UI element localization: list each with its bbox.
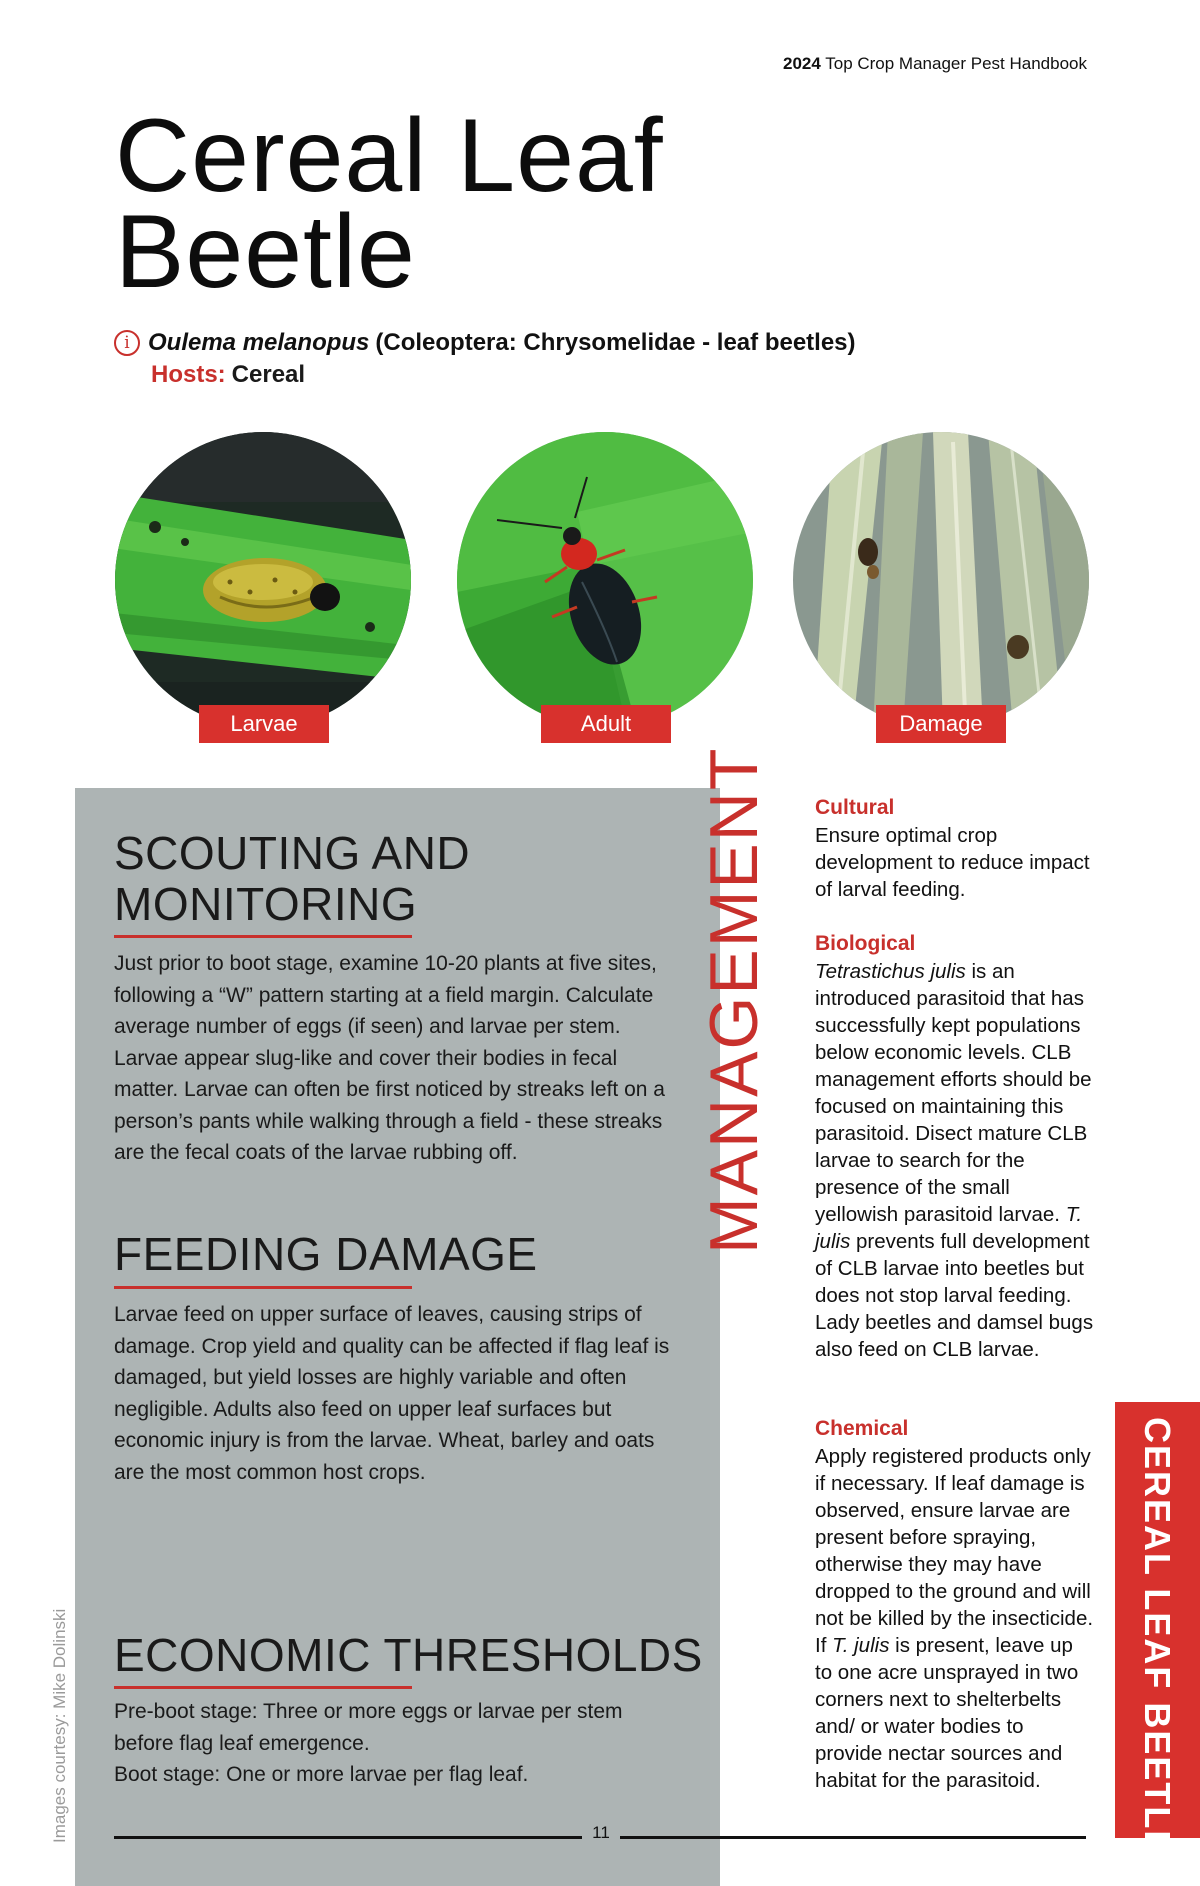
footer-rule-right [620, 1836, 1086, 1839]
page-title [115, 98, 664, 310]
page-title-line2: Beetle [115, 194, 416, 310]
handbook-header [783, 54, 1087, 74]
biological-title: Biological [815, 932, 916, 955]
side-tab [1115, 1402, 1200, 1857]
page-title-line1: Cereal Leaf [115, 98, 664, 214]
hosts-line [151, 361, 305, 389]
biological-species: Tetrastichus julis [815, 960, 966, 983]
adult-beetle-photo [457, 432, 753, 728]
feeding-text: Larvae feed on upper surface of leaves, causing strips of damage. Crop yield and quality can be affected if flag leaf is damaged, but yield losses are highly variable and often negligible. Adults also feed on upper leaf surfaces but economic injury is from the larvae. Wheat, barley and oats are the most common host crops. [114, 1303, 670, 1484]
photo-label-larvae: Larvae [199, 705, 329, 743]
handbook-title: Top Crop Manager Pest Handbook [825, 54, 1087, 73]
biological-text-part2: prevents full development of CLB larvae into beetles but does not stop larval feeding. Lady beetles and damsel bugs also feed on CLB larvae. [815, 1230, 1094, 1361]
thresholds-line1: Pre-boot stage: Three or more eggs or larvae per stem before flag leaf emergence. [114, 1700, 623, 1755]
info-icon: i [114, 330, 140, 356]
chemical-species-short: T. julis [832, 1634, 890, 1657]
biological-text-part1: is an introduced parasitoid that has successfully kept populations below economic levels. CLB management efforts should be focused on maintaining this parasitoid. Disect mature CLB larvae to search for the presence of the small yellowish parasitoid larvae. [815, 960, 1092, 1226]
chemical-text-part1: Apply registered products only if necessary. If leaf damage is observed, ensure larvae are present before spraying, otherwise they may have dropped to the ground and will not be killed by the insecticide. If [815, 1445, 1094, 1657]
chemical-text [815, 1443, 1095, 1794]
management-label: MANAGEMENT [696, 746, 772, 1254]
species-line [114, 329, 856, 357]
hosts-label: Hosts: [151, 361, 226, 388]
chemical-title: Chemical [815, 1417, 909, 1440]
species-classification: (Coleoptera: Chrysomelidae - leaf beetles) [375, 329, 856, 356]
scouting-heading [114, 828, 470, 930]
photo-label-adult: Adult [541, 705, 671, 743]
thresholds-rule [114, 1686, 412, 1689]
scouting-rule [114, 935, 412, 938]
leaf-damage-photo [793, 432, 1089, 728]
handbook-year: 2024 [782, 54, 821, 73]
image-credit: Images courtesy: Mike Dolinski [50, 1608, 69, 1843]
page-number: 11 [592, 1823, 610, 1842]
hosts-value: Cereal [231, 361, 306, 388]
larva-photo [115, 432, 411, 728]
thresholds-line2: Boot stage: One or more larvae per flag leaf. [114, 1763, 529, 1786]
thresholds-heading: ECONOMIC THRESHOLDS [114, 1629, 703, 1681]
species-scientific-name: Oulema melanopus [148, 329, 370, 356]
photo-label-damage: Damage [876, 705, 1006, 743]
biological-species-short: T. julis [815, 1203, 1083, 1253]
biological-text [815, 958, 1095, 1363]
chemical-text-part2: is present, leave up to one acre unsprayed in two corners next to shelterbelts and/ or water bodies to provide nectar sources and habitat for the parasitoid. [815, 1634, 1079, 1792]
footer-rule-left [114, 1836, 582, 1839]
feeding-heading: FEEDING DAMAGE [114, 1228, 538, 1280]
scouting-text: Just prior to boot stage, examine 10-20 plants at five sites, following a “W” pattern starting at a field margin. Calculate average number of eggs (if seen) and larvae per stem. Larvae appear slug-like and cover their bodies in fecal matter. Larvae can often be first noticed by streaks left on a person’s pants while walking through a field - these streaks are the fecal coats of the larvae rubbing off. [114, 952, 665, 1164]
scouting-heading-line1: SCOUTING AND [114, 827, 471, 879]
cultural-title: Cultural [815, 796, 895, 819]
thresholds-text [114, 1696, 684, 1791]
scouting-heading-line2: MONITORING [114, 878, 418, 930]
side-tab-label: CEREAL LEAF BEETLE [1137, 1417, 1178, 1857]
cultural-text: Ensure optimal crop development to reduce impact of larval feeding. [815, 824, 1090, 901]
feeding-rule [114, 1286, 412, 1289]
